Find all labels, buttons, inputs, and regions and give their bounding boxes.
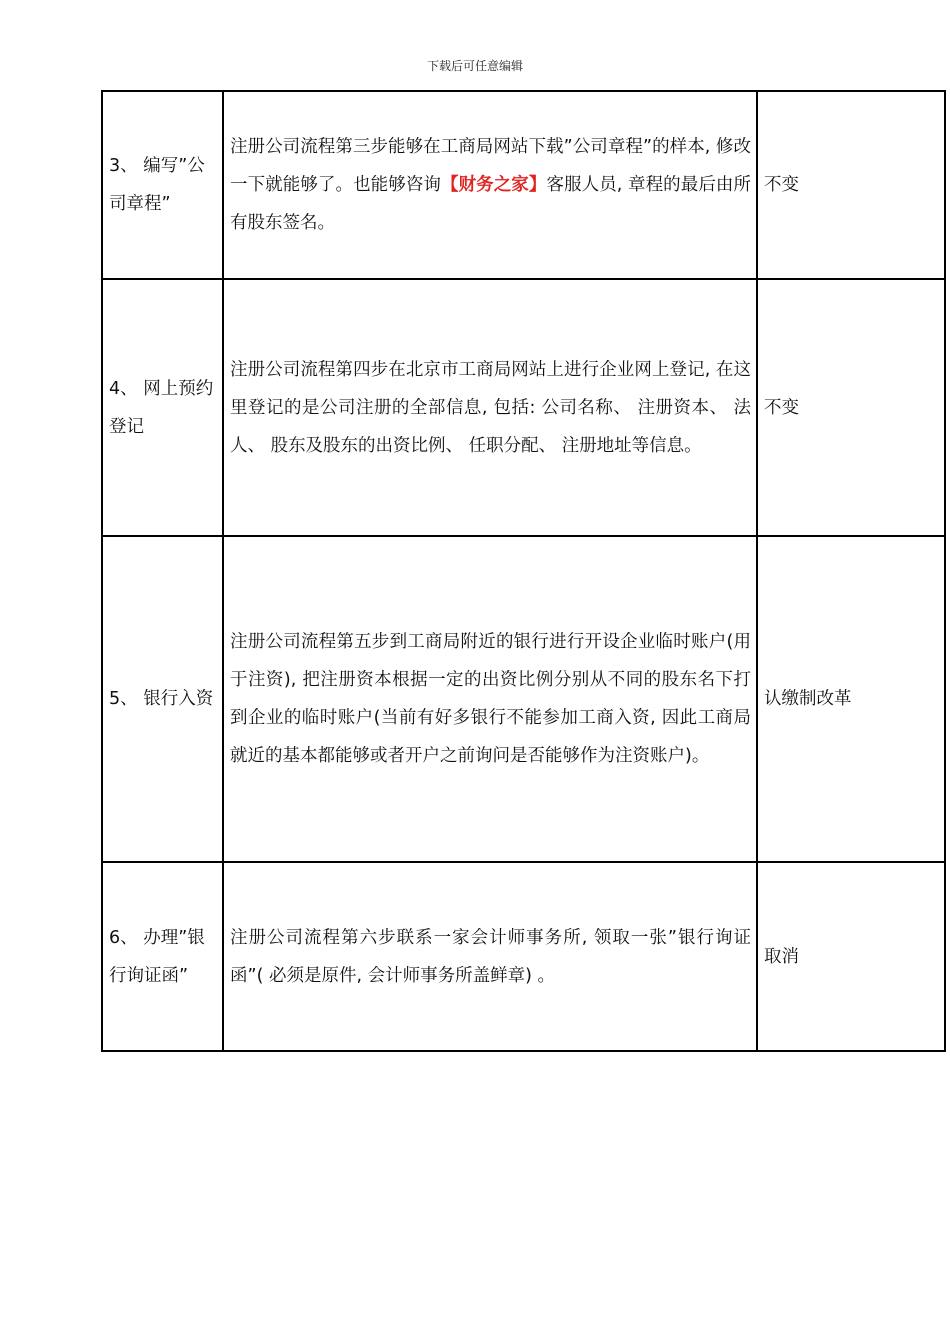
description-cell: 注册公司流程第五步到工商局附近的银行进行开设企业临时账户(用于注资), 把注册资本根据一定的出资比例分别从不同的股东名下打到企业的临时账户(当前有好多银行不能参加工商入资, 因此工商局就近的基本都能够或者开户之前询问是否能够作为注资账户)。 bbox=[223, 536, 757, 862]
step-cell: 4、 网上预约登记 bbox=[102, 279, 223, 536]
step-cell: 5、 银行入资 bbox=[102, 536, 223, 862]
status-cell: 取消 bbox=[757, 862, 945, 1051]
highlight-text: 【财务之家】 bbox=[440, 175, 547, 195]
description-text: 注册公司流程第三步能够在工商局网站下载”公司章程”的样本, 修改一下就能够了。也能够咨询 bbox=[230, 137, 751, 195]
description-cell bbox=[223, 91, 757, 279]
status-cell: 认缴制改革 bbox=[757, 536, 945, 862]
description-cell: 注册公司流程第六步联系一家会计师事务所, 领取一张”银行询证函”( 必须是原件, 会计师事务所盖鲜章) 。 bbox=[223, 862, 757, 1051]
registration-steps-table bbox=[101, 90, 946, 1052]
status-cell: 不变 bbox=[757, 91, 945, 279]
status-cell: 不变 bbox=[757, 279, 945, 536]
table-row bbox=[102, 862, 945, 1051]
table-row bbox=[102, 536, 945, 862]
table-row bbox=[102, 279, 945, 536]
description-text: 客服人员, 章程的最后由所有股东签名。 bbox=[230, 175, 752, 233]
page-header: 下载后可任意编辑 bbox=[426, 59, 523, 73]
step-cell: 3、 编写”公司章程” bbox=[102, 91, 223, 279]
table-row bbox=[102, 91, 945, 279]
description-cell: 注册公司流程第四步在北京市工商局网站上进行企业网上登记, 在这里登记的是公司注册的全部信息, 包括: 公司名称、 注册资本、 法人、 股东及股东的出资比例、 任职分配、 注册地址等信息。 bbox=[223, 279, 757, 536]
step-cell: 6、 办理”银行询证函” bbox=[102, 862, 223, 1051]
